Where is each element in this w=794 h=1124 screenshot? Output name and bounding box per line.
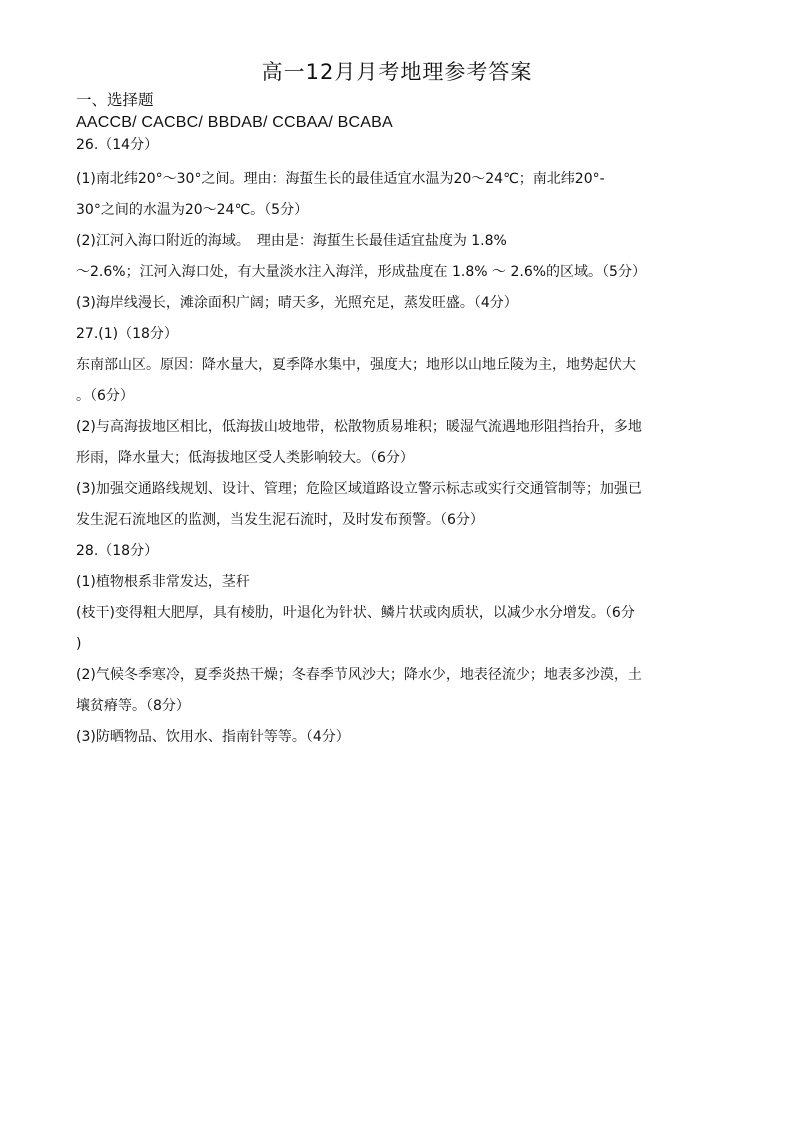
q26-line: 30°之间的水温为20～24℃。（5分） — [76, 202, 309, 218]
q27-line: 形雨，降水量大；低海拔地区受人类影响较大。（6分） — [76, 450, 414, 466]
q27-header: 27.(1)（18分） — [76, 326, 178, 342]
q28-line: (2)气候冬季寒冷，夏季炎热干燥；冬春季节风沙大；降水少，地表径流少；地表多沙漠，土 — [76, 667, 642, 683]
q26-line: (1)南北纬20°～30°之间。理由：海蜇生长的最佳适宜水温为20～24℃；南北纬20°- — [76, 171, 605, 187]
q28-line: 壤贫瘠等。（8分） — [76, 698, 190, 714]
q27-line: 东南部山区。原因：降水量大，夏季降水集中，强度大；地形以山地丘陵为主，地势起伏大 — [76, 357, 636, 373]
q26-line: (2)江河入海口附近的海域。 理由是：海蜇生长最佳适宜盐度为 1.8% — [76, 233, 507, 249]
q27-line: 发生泥石流地区的监测，当发生泥石流时，及时发布预警。（6分） — [76, 512, 484, 528]
answer-content — [76, 88, 722, 753]
q28-line: (1)植物根系非常发达，茎秆 — [76, 574, 250, 590]
q27-line: 。（6分） — [76, 388, 134, 404]
q26-line: (3)海岸线漫长，滩涂面积广阔；晴天多，光照充足，蒸发旺盛。（4分） — [76, 295, 518, 311]
q28-line: ) — [76, 636, 82, 652]
q26-line: ～2.6%；江河入海口处，有大量淡水注入海洋，形成盐度在 1.8% ～ 2.6%的区域。（5分） — [76, 264, 646, 280]
document-title: 高一12月月考地理参考答案 — [261, 60, 533, 84]
q26-header: 26.（14分） — [76, 137, 159, 153]
q28-line: (3)防晒物品、饮用水、指南针等等。（4分） — [76, 729, 350, 745]
choice-answers: AACCB/ CACBC/ BBDAB/ CCBAA/ BCABA — [76, 114, 393, 131]
section-label-choice: 一、选择题 — [76, 91, 154, 109]
q27-line: (2)与高海拔地区相比，低海拔山坡地带，松散物质易堆积；暖湿气流遇地形阻挡抬升，多地 — [76, 419, 642, 435]
q28-header: 28.（18分） — [76, 543, 159, 559]
q27-line: (3)加强交通路线规划、设计、管理；危险区域道路设立警示标志或实行交通管制等；加强已 — [76, 481, 642, 497]
q28-line: (枝干)变得粗大肥厚，具有棱肋，叶退化为针状、鳞片状或肉质状，以减少水分增发。（6分 — [76, 605, 635, 621]
